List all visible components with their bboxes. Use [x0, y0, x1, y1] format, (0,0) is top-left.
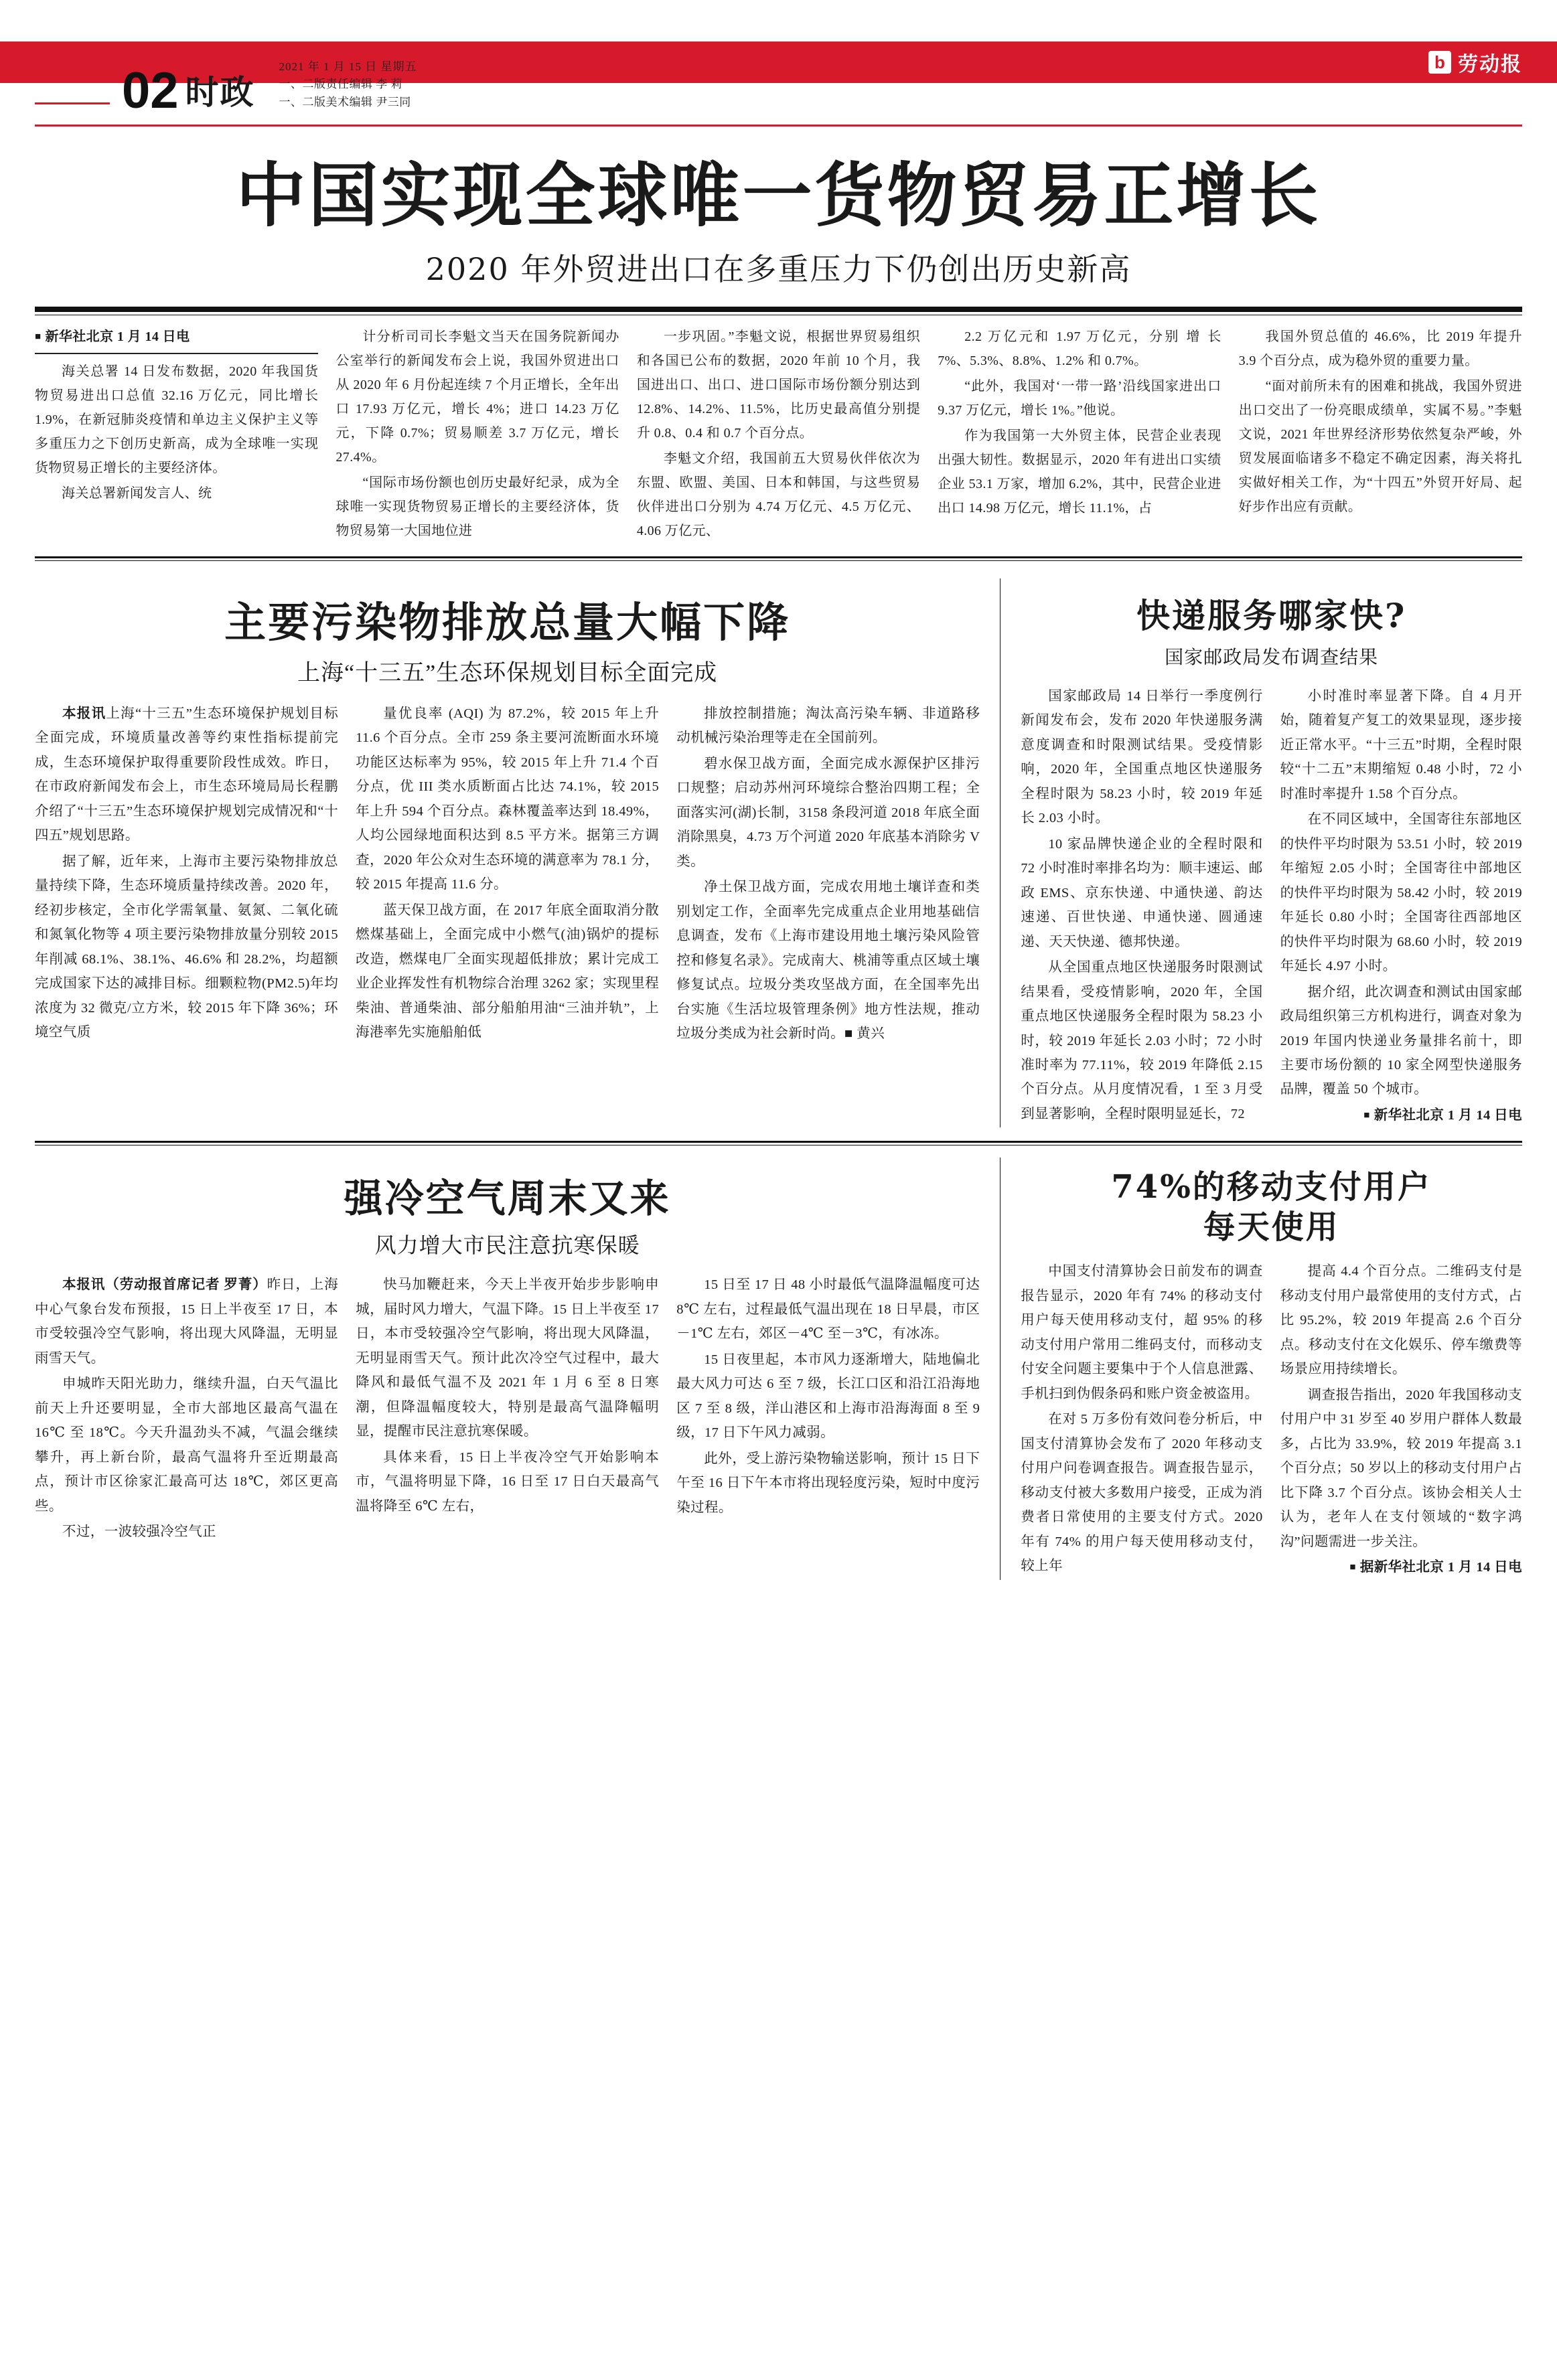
paragraph: 从全国重点地区快递服务时限测试结果看，受疫情影响，2020 年，全国重点地区快递服务全程时限为 58.23 小时，较 2019 年延长 2.03 小时；72 小时准时率为 77.11%，较 2019 年降低 2.15 个百分点。从月度情况看，1 至 3 月受到显著影响，全程时限明显延长，72 [1021, 960, 1263, 1121]
editor-art: 一、二版美术编辑 尹三同 [279, 95, 411, 108]
cold-column-1 [35, 1273, 338, 1544]
pollution-subhead: 上海“十三五”生态环保规划目标全面完成 [297, 660, 718, 686]
bottom-section [35, 1158, 1522, 1579]
lead-subhead: 2020 年外贸进出口在多重压力下仍创出历史新高 [425, 250, 1132, 287]
paragraph: 小时准时率显著下降。自 4 月开始，随着复产复工的效果显现，逐步接近正常水平。“十三五”时期，全程时限较“十二五”末期缩短 0.48 小时，72 小时准时率提升 1.58 个百分点。 [1280, 688, 1522, 801]
pollution-column-3 [676, 702, 980, 1046]
paragraph: 此外，受上游污染物输送影响，预计 15 日下午至 16 日下午本市将出现轻度污染，短时中度污染过程。 [676, 1451, 980, 1515]
express-column-1 [1021, 684, 1262, 1128]
paragraph: 作为我国第一大外贸主体，民营企业表现出强大韧性。数据显示，2020 年有进出口实绩企业 53.1 万家，增加 6.2%，其中，民营企业进出口 14.98 万亿元，增长 11.1%，占 [938, 428, 1221, 515]
paragraph: 15 日至 17 日 48 小时最低气温降温幅度可达 8℃ 左右，过程最低气温出现在 18 日早晨，市区－1℃ 左右，郊区－4℃ 至－3℃，有冰冻。 [676, 1277, 980, 1342]
paragraph: 据了解，近年来，上海市主要污染物排放总量持续下降，生态环境质量持续改善。2020 年，经初步核定，全市化学需氧量、氨氮、二氧化硫和氮氧化物等 4 项主要污染物排放量分别较 2015 年削减 68.1%、38.1%、46.6% 和 28.2%，均超额完成国家下达的减排目标。细颗粒物(PM2.5)年均浓度为 32 微克/立方米，较 2015 年下降 36%；环境空气质 [35, 854, 339, 1040]
folio [35, 42, 1522, 121]
paragraph: 国家邮政局 14 日举行一季度例行新闻发布会，发布 2020 年快递服务满意度调查和时限测试结果。受疫情影响，2020 年，全国重点地区快递服务全程时限为 58.23 小时，较 2019 年延长 2.03 小时。 [1021, 688, 1263, 826]
mobilepay-headline [1021, 1167, 1522, 1247]
lead-column-5 [1239, 325, 1522, 543]
section-divider-1 [35, 556, 1522, 558]
paragraph: 一步巩固。”李魁文说，根据世界贸易组织和各国已公布的数据，2020 年前 10 个月，我国进出口、出口、进口国际市场份额分别达到 12.8%、14.2%、11.5%，比历史最高值分别提升 0.8、0.4 和 0.7 个百分点。 [636, 329, 921, 441]
lead-column-4 [938, 325, 1221, 543]
mobilepay-column-1 [1021, 1259, 1262, 1579]
lead-dateline: ■ 新华社北京 1 月 14 日电 [35, 325, 318, 354]
express-column-2 [1280, 684, 1522, 1128]
cold-subhead: 风力增大市民注意抗寒保暖 [374, 1233, 640, 1258]
lead-headline: 中国实现全球唯一货物贸易正增长 [236, 154, 1321, 236]
section-divider-2 [35, 1141, 1522, 1143]
logo-mark-icon: b [1428, 51, 1451, 74]
paragraph: 2.2 万亿元和 1.97 万亿元，分别 增 长 7%、5.3%、8.8%、1.2% 和 0.7%。 [938, 329, 1221, 368]
paragraph: 李魁文介绍，我国前五大贸易伙伴依次为东盟、欧盟、美国、日本和韩国，与这些贸易伙伴进出口分别为 4.74 万亿元、4.5 万亿元、4.06 万亿元、 [636, 451, 921, 538]
cold-headline: 强冷空气周末又来 [344, 1176, 671, 1222]
pollution-dateline: 本报讯 [62, 706, 106, 721]
mobilepay-headline-line2: 每天使用 [1203, 1208, 1340, 1247]
paragraph: 申城昨天阳光助力，继续升温，白天气温比前天上升还要明显，全市大部地区最高气温在 16℃ 至 18℃。今天升温劲头不减，气温会继续攀升，再上新台阶，最高气温将升至近期最高点，预计市区徐家汇最高可达 18℃，郊区更高些。 [35, 1376, 339, 1514]
paragraph: 具体来看，15 日上半夜冷空气开始影响本市，气温将明显下降，16 日至 17 日白天最高气温将降至 6℃ 左右， [356, 1449, 660, 1514]
story-express [1000, 578, 1522, 1128]
paragraph: 据介绍，此次调查和测试由国家邮政局组织第三方机构进行，调查对象为 2019 年国内快递业务量排名前十，即主要市场份额的 10 家全网型快递服务品牌，覆盖 50 个城市。 [1280, 984, 1522, 1097]
cold-column-2 [356, 1273, 659, 1544]
paragraph-text: 昨日，上海中心气象台发布预报，15 日上半夜至 17 日，本市受较强冷空气影响，将出现大风降温，无明显雨雪天气。 [35, 1277, 339, 1366]
paragraph: 计分析司司长李魁文当天在国务院新闻办公室举行的新闻发布会上说，我国外贸进出口从 2020 年 6 月份起连续 7 个月正增长，全年出口 17.93 万亿元，增长 4%；进口 14.23 万亿元，下降 0.7%；贸易顺差 3.7 万亿元，增长 27.4%。 [336, 329, 619, 465]
middle-section [35, 578, 1522, 1128]
newspaper-page [0, 42, 1557, 2380]
editor-responsible: 一、二版责任编辑 李 莉 [279, 78, 403, 91]
paragraph: 不过，一波较强冷空气正 [62, 1524, 216, 1540]
paragraph: 15 日夜里起，本市风力逐渐增大，陆地偏北最大风力可达 6 至 7 级，长江口区和沿江沿海地区 7 至 8 级，洋山港区和上海市沿海海面 8 至 9 级，17 日下午风力减弱。 [676, 1352, 980, 1441]
story-pollution [35, 578, 1000, 1128]
lead-divider-thin [35, 310, 1522, 315]
pollution-headline: 主要污染物排放总量大幅下降 [224, 597, 791, 647]
lead-column-2 [336, 325, 619, 543]
paragraph: 10 家品牌快递企业的全程时限和 72 小时准时率排名均为：顺丰速运、邮政 EMS、京东快递、中通快递、韵达速递、百世快递、申通快递、圆通速递、天天快递、德邦快递。 [1021, 836, 1263, 949]
folio-red-rule [35, 125, 1522, 127]
paragraph [35, 702, 338, 848]
issue-date: 2021 年 1 月 15 日 星期五 [279, 60, 417, 73]
paragraph-text: 上海“十三五”生态环境保护规划目标全面完成，环境质量改善等约束性指标提前完成，生态环境保护取得重要阶段性成效。昨日，在市政府新闻发布会上，市生态环境局局长程鹏介绍了“十三五”生态环境保护规划完成情况和“十四五”规划思路。 [35, 706, 339, 844]
express-headline: 快递服务哪家快? [1136, 595, 1407, 635]
paragraph: 蓝天保卫战方面，在 2017 年底全面取消分散燃煤基础上，全面完成中小燃气(油)锅炉的提标改造，燃煤电厂全面实现超低排放；累计完成工业企业挥发性有机物综合治理 3262 家；实现里程柴油、普通柴油、部分船舶用油“三油并轨”，上海港率先实施船舶低 [356, 902, 660, 1040]
paragraph: 碧水保卫战方面，全面完成水源保护区排污口规整；启动苏州河环境综合整治四期工程；全面落实河(湖)长制，3158 条段河道 2018 年底全面消除黑臭，4.73 万个河道 2020 年底基本消除劣 V 类。 [676, 756, 980, 869]
section-name: 时政 [185, 74, 255, 111]
pollution-column-1 [35, 702, 338, 1046]
lead-body [35, 325, 1522, 543]
express-credit: ■ 新华社北京 1 月 14 日电 [1280, 1103, 1522, 1127]
cold-dateline: 本报讯（劳动报首席记者 罗菁） [62, 1277, 267, 1293]
paragraph: 我国外贸总值的 46.6%，比 2019 年提升 3.9 个百分点，成为稳外贸的重要力量。 [1238, 329, 1523, 368]
paragraph: 调查报告指出，2020 年我国移动支付用户中 31 岁至 40 岁用户群体人数最多，占比为 33.9%，较 2019 年提高 3.1 个百分点；50 岁以上的移动支付用户占比下降 3.7 个百分点。该协会相关人士认为，老年人在支付领域的“数字鸿沟”问题需进一步关注。 [1280, 1387, 1522, 1549]
paragraph: 在对 5 万多份有效问卷分析后，中国支付清算协会发布了 2020 年移动支付用户问卷调查报告。调查报告显示，移动支付被大多数用户接受，正成为消费者日常使用的主要支付方式。2020 年有 74% 的用户每天使用移动支付，较上年 [1021, 1412, 1263, 1574]
paragraph: 海关总署 14 日发布数据，2020 年我国货物贸易进出口总值 32.16 万亿元，同比增长 1.9%，在新冠肺炎疫情和单边主义保护主义等多重压力之下创历史新高，成为全球唯一实现货物贸易正增长的主要经济体。 [35, 364, 319, 475]
paragraph: 净土保卫战方面，完成农用地土壤详查和类别划定工作，全面率先完成重点企业用地基础信息调查，发布《上海市建设用地土壤污染风险管控和修复名录》。完成南大、桃浦等重点区域土壤修复试点。垃圾分类攻坚战方面，在全国率先出台实施《生活垃圾管理条例》地方性法规，推动垃圾分类成为社会新时尚。■ 黄兴 [676, 880, 980, 1042]
paragraph: “国际市场份额也创历史最好纪录，成为全球唯一实现货物贸易正增长的主要经济体，货物贸易第一大国地位进 [336, 475, 619, 538]
mobilepay-headline-line1: 74%的移动支付用户 [1111, 1168, 1432, 1206]
express-subhead: 国家邮政局发布调查结果 [1165, 647, 1379, 668]
paragraph: 提高 4.4 个百分点。二维码支付是移动支付用户最常使用的支付方式，占比 95.2%，较 2019 年提高 2.6 个百分点。移动支付在文化娱乐、停车缴费等场景应用持续增长。 [1280, 1264, 1522, 1377]
paragraph: 中国支付清算协会日前发布的调查报告显示，2020 年有 74% 的移动支付用户每天使用移动支付，超 95% 的移动支付用户常用二维码支付，而移动支付安全问题主要集中于个人信息泄露、手机扫到伪假条码和账户资金被盗用。 [1021, 1264, 1263, 1401]
lead-column-1 [35, 325, 318, 543]
paragraph [35, 1273, 338, 1370]
paragraph: 在不同区域中，全国寄往东部地区的快件平均时限为 53.51 小时，较 2019 年缩短 2.05 小时；全国寄往中部地区的快件平均时限为 58.42 小时，较 2019 年延长 0.80 小时；全国寄往西部地区的快件平均时限为 68.60 小时，较 2019 年延长 4.97 小时。 [1280, 812, 1522, 974]
section-divider-1b [35, 560, 1522, 561]
mobilepay-column-2 [1280, 1259, 1522, 1579]
paragraph: 海关总署新闻发言人、统 [62, 485, 212, 501]
masthead-title: 劳动报 [1458, 53, 1522, 76]
folio-rule [35, 102, 110, 104]
folio-meta [279, 58, 417, 111]
paragraph: “面对前所未有的困难和挑战，我国外贸进出口交出了一份亮眼成绩单，实属不易。”李魁文说，2021 年世界经济形势依然复杂严峻，外贸发展面临诸多不稳定不确定因素，海关将扎实做好相关工作，为“十四五”外贸开好局、起好步作出应有贡献。 [1238, 378, 1523, 514]
mobilepay-credit: ■ 据新华社北京 1 月 14 日电 [1280, 1555, 1522, 1579]
story-mobilepay [1000, 1158, 1522, 1579]
pollution-column-2 [356, 702, 659, 1046]
paragraph: “此外，我国对‘一带一路’沿线国家进出口 9.37 万亿元，增长 1%。”他说。 [938, 378, 1221, 418]
paragraph: 量优良率 (AQI) 为 87.2%，较 2015 年上升 11.6 个百分点。全市 259 条主要河流断面水环境功能区达标率为 95%，较 2015 年上升 71.4 个百分点，优 III 类水质断面占比达 74.1%，较 2015 年上升 594 个百分点。森林覆盖率达到 18.49%，人均公园绿地面积达到 8.5 平方米。据第三方调查，2020 年公众对生态环境的满意率为 78.1 分，较 2015 年提高 11.6 分。 [356, 706, 660, 892]
page-number: 02 [122, 62, 179, 119]
paragraph: 快马加鞭赶来，今天上半夜开始步步影响申城，届时风力增大，气温下降。15 日上半夜至 17 日，本市受较强冷空气影响，将出现大风降温，无明显雨雪天气。预计此次冷空气过程中，最大降风和最低气温不及 2021 年 1 月 6 至 8 日寒潮，但降温幅度较大，特别是最高气温降幅明显，提醒市民注意抗寒保暖。 [356, 1277, 660, 1439]
lead-column-3 [637, 325, 920, 543]
cold-column-3 [676, 1273, 980, 1544]
story-cold [35, 1158, 1000, 1579]
paragraph: 排放控制措施；淘汰高污染车辆、非道路移动机械污染治理等走在全国前列。 [676, 706, 980, 746]
